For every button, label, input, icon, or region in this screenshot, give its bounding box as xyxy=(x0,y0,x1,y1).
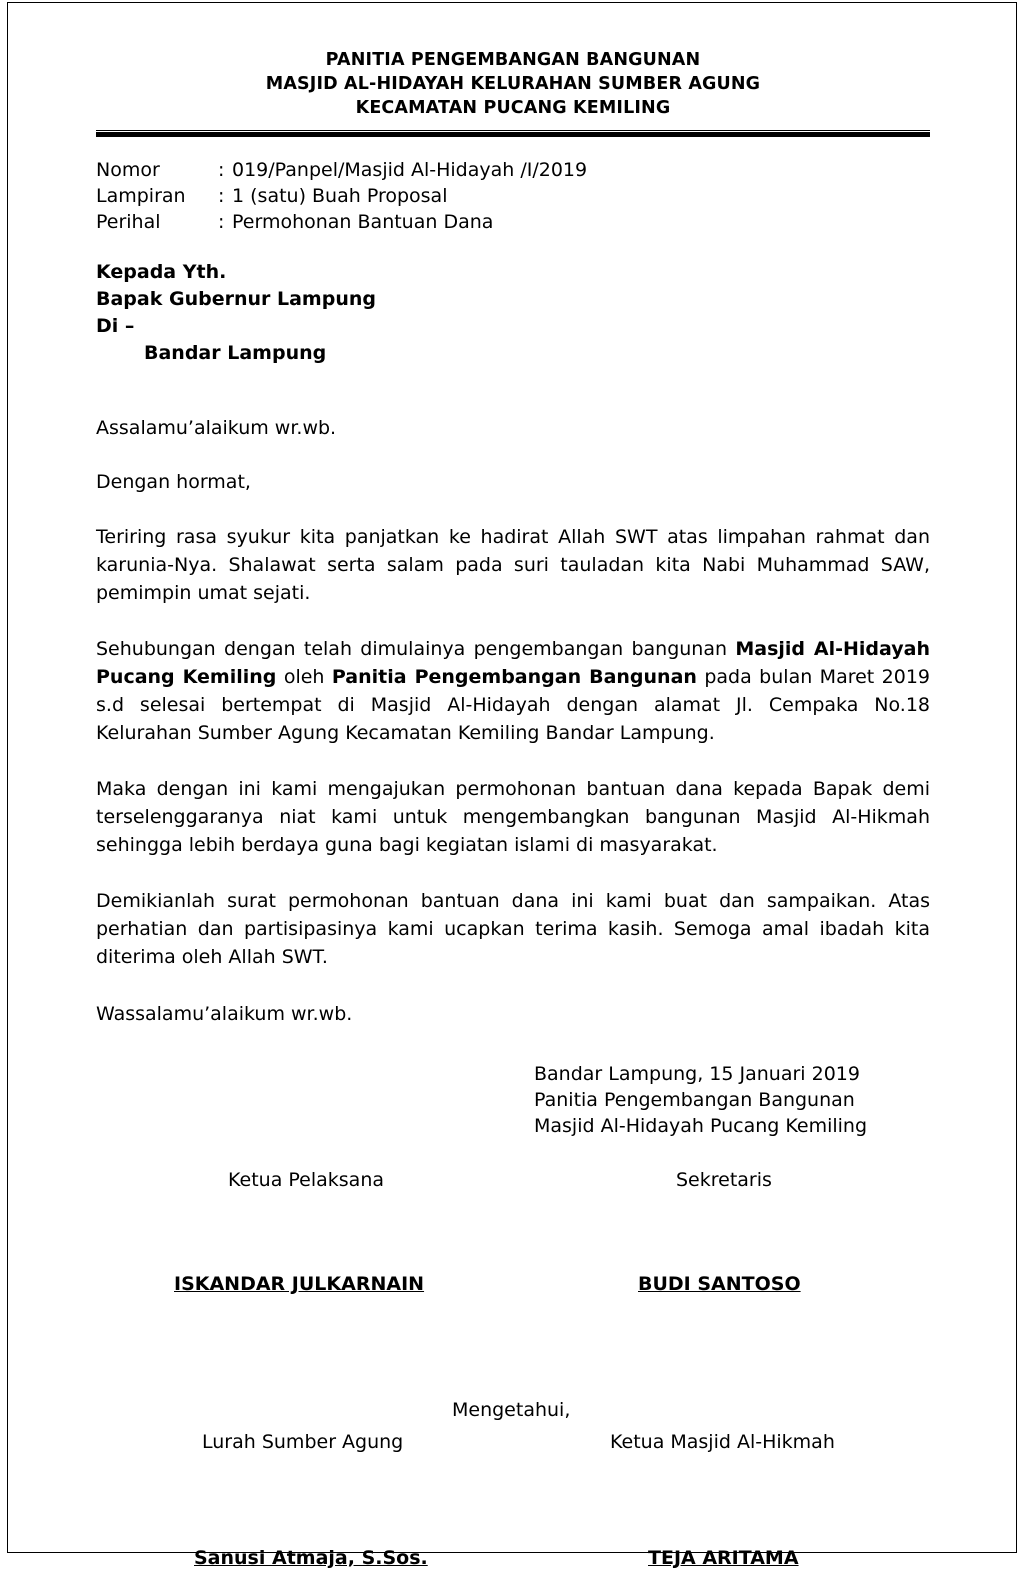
reference-colon-lampiran: : xyxy=(218,185,225,207)
divider-thick-rule xyxy=(96,132,930,137)
reference-row-perihal xyxy=(96,209,930,235)
reference-label-perihal: Perihal xyxy=(96,211,161,233)
reference-value-lampiran: 1 (satu) Buah Proposal xyxy=(232,185,448,207)
addressee-recipient: Bapak Gubernur Lampung xyxy=(96,288,376,310)
signature-place-date: Bandar Lampung, 15 Januari 2019 xyxy=(534,1063,860,1085)
paragraph-2-bold-panitia: Panitia Pengembangan Bangunan xyxy=(331,666,697,688)
letterhead-line-1: PANITIA PENGEMBANGAN BANGUNAN xyxy=(325,50,701,70)
acknowledgement-names-row xyxy=(96,1547,930,1581)
addressee-salutation: Kepada Yth. xyxy=(96,261,227,283)
signature-roles-row xyxy=(96,1169,930,1203)
acknowledgement-name-ketua-masjid xyxy=(648,1547,799,1569)
body-paragraph-2 xyxy=(96,635,930,747)
signature-place-block xyxy=(96,1061,930,1139)
acknowledgement-role-lurah: Lurah Sumber Agung xyxy=(202,1431,404,1453)
signature-role-sekretaris: Sekretaris xyxy=(676,1169,772,1191)
paragraph-2-part-2: oleh xyxy=(276,666,332,688)
paragraph-2-part-3: pada bulan Maret 2019 s.d selesai bertempat di Masjid Al-Hidayah dengan alamat Jl. Cempaka No.18 Kelurahan Sumber Agung Kecamatan Kemiling Bandar Lampung. xyxy=(96,666,931,744)
reference-value-perihal: Permohonan Bantuan Dana xyxy=(232,211,494,233)
letterhead xyxy=(96,0,930,120)
body-paragraph-3: Maka dengan ini kami mengajukan permohonan bantuan dana kepada Bapak demi terselenggaranya niat kami untuk mengembangkan bangunan Masjid Al-Hikmah sehingga lebih berdaya guna bagi kegiatan islami di masyarakat. xyxy=(96,778,930,856)
addressee-block xyxy=(96,259,930,367)
reference-colon-nomor: : xyxy=(218,159,225,181)
reference-row-lampiran xyxy=(96,183,930,209)
acknowledgement-role-ketua-masjid: Ketua Masjid Al-Hikmah xyxy=(610,1431,835,1453)
divider-thin-rule xyxy=(96,130,930,131)
greeting-salam: Assalamu’alaikum wr.wb. xyxy=(96,417,337,439)
body-paragraph-4: Demikianlah surat permohonan bantuan dana ini kami buat dan sampaikan. Atas perhatian dan partisipasinya kami ucapkan terima kasih. Semoga amal ibadah kita diterima oleh Allah SWT. xyxy=(96,890,930,968)
signature-name-sekretaris xyxy=(638,1273,801,1295)
signature-org-line-2: Masjid Al-Hidayah Pucang Kemiling xyxy=(534,1115,868,1137)
paragraph-2-part-1: Sehubungan dengan telah dimulainya pengembangan bangunan xyxy=(96,638,736,660)
letter-content xyxy=(96,0,930,1581)
letterhead-line-2: MASJID AL-HIDAYAH KELURAHAN SUMBER AGUNG xyxy=(265,74,761,94)
addressee-at: Di – xyxy=(96,315,135,337)
signature-name-left-text: ISKANDAR JULKARNAIN xyxy=(174,1273,425,1295)
reference-label-lampiran: Lampiran xyxy=(96,185,186,207)
greeting-hormat: Dengan hormat, xyxy=(96,471,251,493)
paragraph-2-bold-masjid: Masjid Al-Hidayah Pucang Kemiling xyxy=(96,638,930,688)
signature-role-ketua-pelaksana: Ketua Pelaksana xyxy=(228,1169,384,1191)
acknowledgement-name-right-text: TEJA ARITAMA xyxy=(648,1547,799,1569)
reference-row-nomor xyxy=(96,157,930,183)
reference-colon-perihal: : xyxy=(218,211,225,233)
acknowledgement-heading: Mengetahui, xyxy=(452,1399,571,1421)
acknowledgement-roles-row xyxy=(96,1431,930,1465)
reference-label-nomor: Nomor xyxy=(96,159,160,181)
signature-name-right-text: BUDI SANTOSO xyxy=(638,1273,801,1295)
closing-salam: Wassalamu’alaikum wr.wb. xyxy=(96,1003,353,1025)
body-paragraph-1: Teriring rasa syukur kita panjatkan ke hadirat Allah SWT atas limpahan rahmat dan karunia-Nya. Shalawat serta salam pada suri tauladan kita Nabi Muhammad SAW, pemimpin umat sejati. xyxy=(96,526,930,604)
letterhead-line-3: KECAMATAN PUCANG KEMILING xyxy=(355,98,671,118)
reference-value-nomor: 019/Panpel/Masjid Al-Hidayah /I/2019 xyxy=(232,159,588,181)
acknowledgement-name-lurah xyxy=(194,1547,428,1569)
reference-block xyxy=(96,157,930,235)
acknowledgement-name-left-text: Sanusi Atmaja, S.Sos. xyxy=(194,1547,428,1569)
signature-names-row xyxy=(96,1273,930,1307)
signature-name-ketua-pelaksana xyxy=(174,1273,424,1295)
signature-org-line-1: Panitia Pengembangan Bangunan xyxy=(534,1089,855,1111)
addressee-city: Bandar Lampung xyxy=(144,342,327,364)
letterhead-divider xyxy=(96,130,930,137)
